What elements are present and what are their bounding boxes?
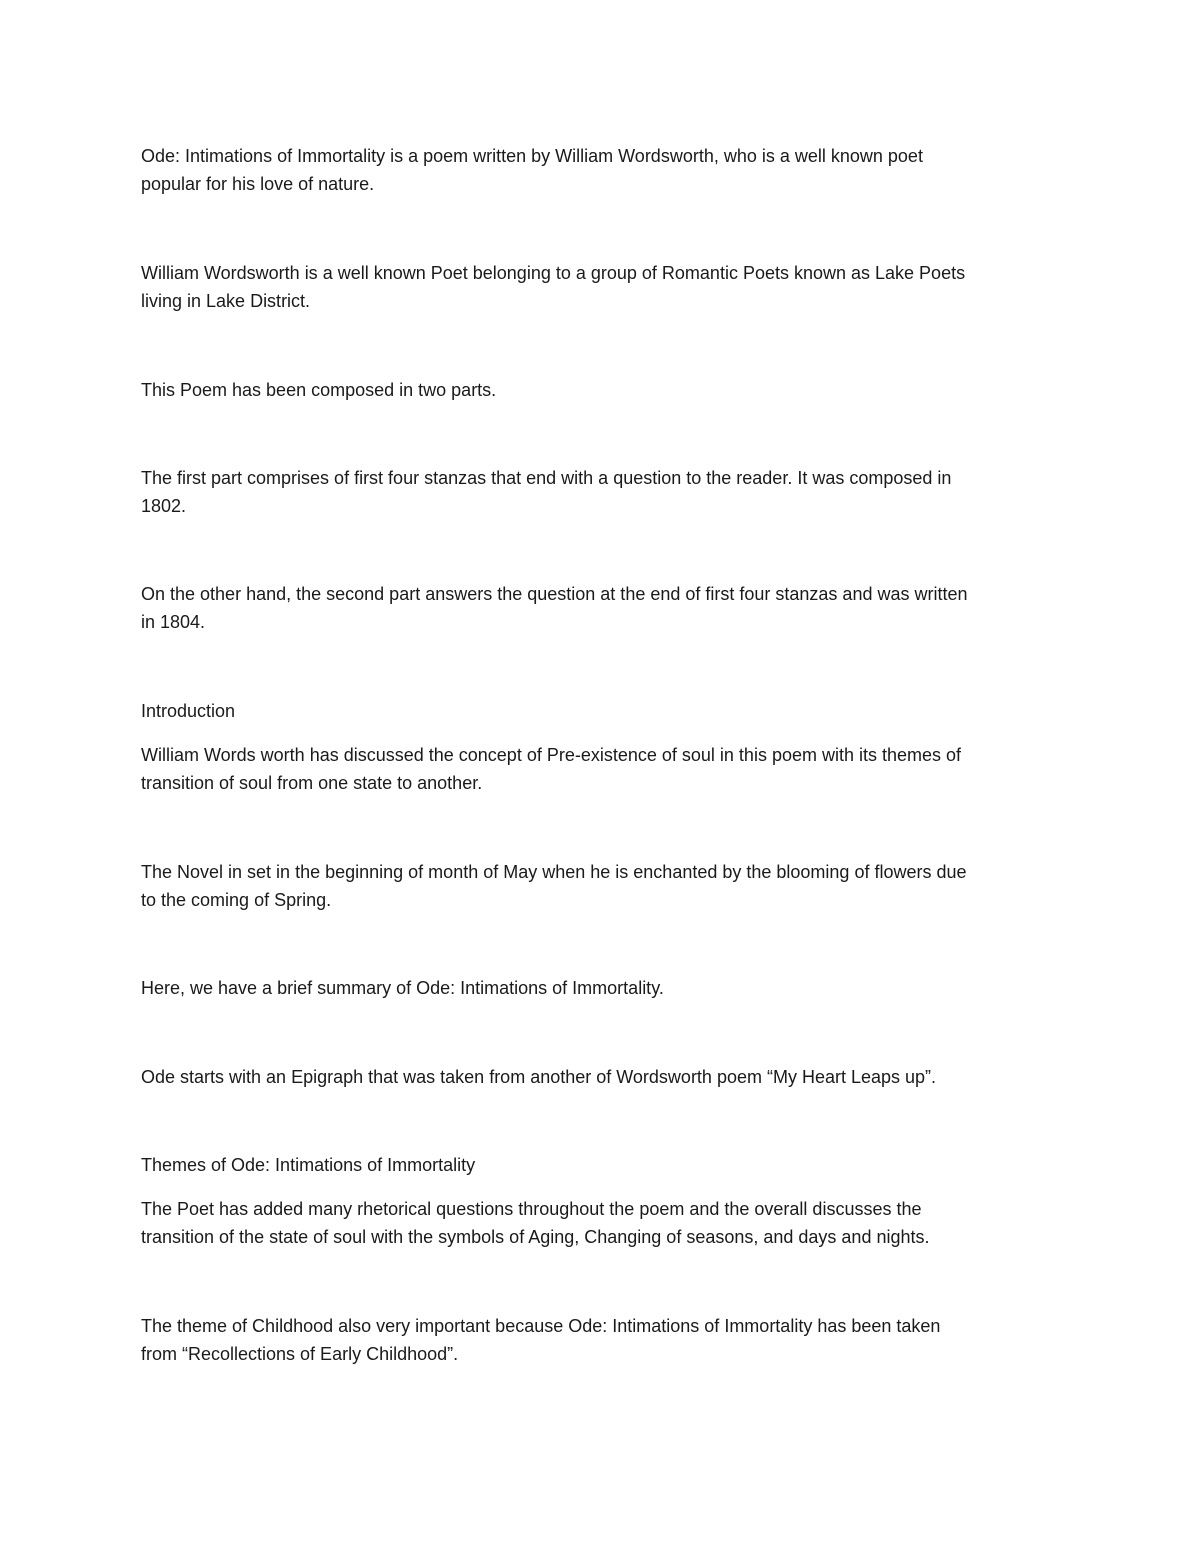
text-line: transition of soul from one state to another. [141,773,483,793]
text-line: popular for his love of nature. [141,174,375,194]
text-line: to the coming of Spring. [141,890,332,910]
section-heading: Themes of Ode: Intimations of Immortality [141,1155,476,1175]
text-line: Ode starts with an Epigraph that was taken from another of Wordsworth poem “My Heart Leaps up”. [141,1067,937,1087]
text-line: transition of the state of soul with the symbols of Aging, Changing of seasons, and days and nights. [141,1227,930,1247]
text-line: Ode: Intimations of Immortality is a poem written by William Wordsworth, who is a well known poet [141,146,923,166]
text-line: The first part comprises of first four stanzas that end with a question to the reader. It was composed in [141,468,952,488]
section-heading: Introduction [141,701,236,721]
text-line: William Wordsworth is a well known Poet belonging to a group of Romantic Poets known as Lake Poets [141,263,966,283]
text-line: This Poem has been composed in two parts. [141,380,497,400]
text-line: On the other hand, the second part answers the question at the end of first four stanzas and was written [141,584,968,604]
text-line: The theme of Childhood also very important because Ode: Intimations of Immortality has been taken [141,1316,941,1336]
text-line: in 1804. [141,612,206,632]
text-line: living in Lake District. [141,291,311,311]
text-line: from “Recollections of Early Childhood”. [141,1344,459,1364]
text-line: William Words worth has discussed the concept of Pre-existence of soul in this poem with its themes of [141,745,962,765]
text-line: Here, we have a brief summary of Ode: Intimations of Immortality. [141,978,664,998]
text-line: The Poet has added many rhetorical questions throughout the poem and the overall discusses the [141,1199,922,1219]
text-line: The Novel in set in the beginning of month of May when he is enchanted by the blooming of flowers due [141,862,967,882]
text-line: 1802. [141,496,187,516]
